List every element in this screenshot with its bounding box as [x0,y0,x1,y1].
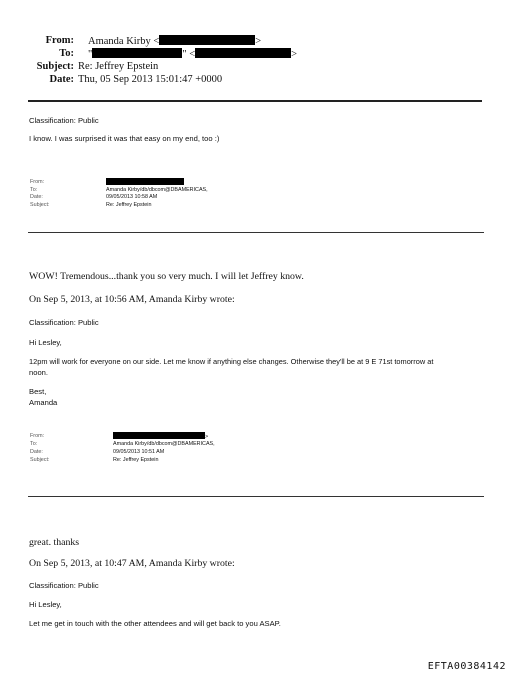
header-to-quote: " [88,49,93,60]
meta1-from-value [106,178,184,186]
meta2-subject-label: Subject: [30,457,50,463]
msg1-body: I know. I was surprised it was that easy on my end, too :) [29,134,220,143]
meta1-subject-label: Subject: [30,201,50,208]
msg2-wrote-line: On Sep 5, 2013, at 10:56 AM, Amanda Kirby wrote: [29,294,235,305]
msg2-signoff: Best, [29,387,47,396]
meta2-date-value: 09/05/2013 10:51 AM [113,449,165,455]
header-to-tail: > [291,49,298,60]
msg2-line1: 12pm will work for everyone on our side. Let me know if anything else changes. Otherwise they'll be at 9 E 71st tomorrow at [29,357,434,366]
redaction-bar [195,48,291,58]
redaction-bar [106,178,184,185]
meta2-from-value [113,432,208,440]
meta1-subject-value: Re: Jeffrey Epstein [106,201,152,208]
msg1-classification: Classification: Public [29,116,99,125]
header-to-row [14,48,314,62]
header-from-value: Amanda Kirby < [88,36,160,47]
header-from-label: From: [45,35,74,46]
header-divider [28,100,482,102]
meta2-date-label: Date: [30,449,43,455]
msg2-classification: Classification: Public [29,318,99,327]
meta2-subject-value: Re: Jeffrey Epstein [113,457,159,463]
meta2-from-tail: > [205,434,209,440]
header-from-row [14,35,314,49]
msg2-line2: noon. [29,368,49,377]
msg3-classification: Classification: Public [29,581,99,590]
redaction-bar [92,48,182,58]
meta1-date-value: 09/05/2013 10:58 AM [106,194,158,200]
msg2-signature: Amanda [29,398,58,407]
redaction-bar [159,35,255,45]
header-subject-row [14,61,314,75]
msg2-greeting: Hi Lesley, [29,338,62,347]
redaction-bar [113,432,205,439]
msg2-body: WOW! Tremendous...thank you so very much. I will let Jeffrey know. [29,271,304,282]
header-date-row [14,74,334,88]
header-date-value: Thu, 05 Sep 2013 15:01:47 +0000 [78,74,223,85]
meta2-from-label: From: [30,433,45,439]
msg2-divider [28,496,484,497]
header-from-tail: > [255,36,262,47]
header-subject-value: Re: Jeffrey Epstein [78,61,159,72]
msg3-line1: Let me get in touch with the other attendees and will get back to you ASAP. [29,619,281,628]
meta2-to-label: To: [30,441,38,447]
msg3-wrote-line: On Sep 5, 2013, at 10:47 AM, Amanda Kirby wrote: [29,558,235,569]
header-date-label: Date: [49,74,74,85]
msg1-divider [28,232,484,233]
msg3-body: great. thanks [29,537,80,548]
meta1-to-label: To: [30,186,38,193]
meta1-to-value: Amanda Kirby/db/dbcom@DBAMERICAS, [106,186,208,193]
msg3-greeting: Hi Lesley, [29,600,62,609]
meta2-to-value: Amanda Kirby/db/dbcom@DBAMERICAS, [113,441,215,447]
document-id: EFTA00384142 [427,661,506,672]
header-to-mid: " < [182,49,196,60]
header-subject-label: Subject: [36,61,74,72]
header-to-label: To: [59,48,74,59]
meta1-date-label: Date: [30,194,43,200]
meta1-from-label: From: [30,179,45,185]
